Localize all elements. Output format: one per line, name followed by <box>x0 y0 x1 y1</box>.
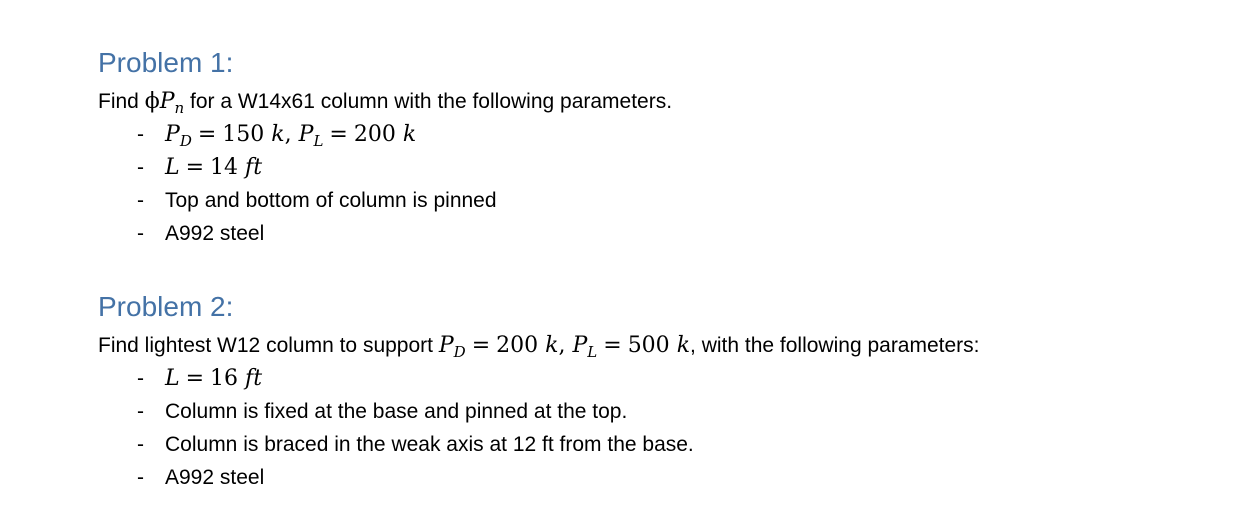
live-load-value: 500 <box>627 333 670 358</box>
length-unit: ft <box>245 155 263 180</box>
separator: , <box>284 122 292 147</box>
support-text: Column is fixed at the base and pinned at the top. <box>165 400 628 423</box>
dead-load-unit: k <box>271 122 285 147</box>
dead-load-unit: k <box>545 333 559 358</box>
length-value: 14 <box>210 155 239 180</box>
live-load-unit: k <box>402 122 417 147</box>
dead-load-value: 200 <box>496 333 539 358</box>
live-load-variable: P <box>298 122 314 147</box>
problem-1-statement <box>98 88 672 122</box>
statement-suffix: for a W14x61 column with the following parameters. <box>184 90 673 113</box>
bullet-dash: - <box>137 400 144 423</box>
length-equation <box>165 154 262 182</box>
bullet-dash: - <box>137 367 144 390</box>
phi-symbol: ϕ <box>144 89 160 114</box>
nominal-strength-variable: P <box>159 89 175 114</box>
equals-sign: = <box>471 333 491 358</box>
live-load-subscript: L <box>313 132 324 150</box>
problem-2-statement <box>98 332 980 366</box>
live-load-variable: P <box>572 333 588 358</box>
equals-sign: = <box>603 333 622 358</box>
dead-load-variable: P <box>438 333 454 358</box>
length-unit: ft <box>245 366 263 391</box>
dead-load-variable: P <box>165 122 180 147</box>
live-load-value: 200 <box>353 122 396 147</box>
separator: , <box>558 333 566 358</box>
equals-sign: = <box>197 122 217 147</box>
dead-load-subscript: D <box>179 132 192 150</box>
live-load-unit: k <box>676 333 691 358</box>
nominal-strength-subscript: n <box>174 99 185 117</box>
live-load-subscript: L <box>587 343 598 361</box>
dead-load-subscript: D <box>453 343 466 361</box>
bullet-dash: - <box>137 466 144 489</box>
problem-1-heading: Problem 1: <box>98 47 234 78</box>
equals-sign: = <box>329 122 348 147</box>
length-variable: L <box>165 366 180 391</box>
bullet-dash: - <box>137 189 144 212</box>
length-variable: L <box>165 155 180 180</box>
length-value: 16 <box>210 366 239 391</box>
steel-text: A992 steel <box>165 222 265 245</box>
problem-2-heading: Problem 2: <box>98 291 234 322</box>
length-equation <box>165 365 262 393</box>
statement-prefix: Find lightest W12 column to support <box>98 334 439 357</box>
bullet-dash: - <box>137 433 144 456</box>
statement-prefix: Find <box>98 90 145 113</box>
steel-text: A992 steel <box>165 466 265 489</box>
dead-load-value: 150 <box>222 122 265 147</box>
bullet-dash: - <box>137 123 144 146</box>
statement-suffix: , with the following parameters: <box>690 334 980 357</box>
bullet-dash: - <box>137 156 144 179</box>
bracing-text: Column is braced in the weak axis at 12 ft from the base. <box>165 433 694 456</box>
equals-sign: = <box>185 366 205 391</box>
support-text: Top and bottom of column is pinned <box>165 189 497 212</box>
equals-sign: = <box>185 155 205 180</box>
bullet-dash: - <box>137 222 144 245</box>
loads-equation <box>165 121 416 155</box>
